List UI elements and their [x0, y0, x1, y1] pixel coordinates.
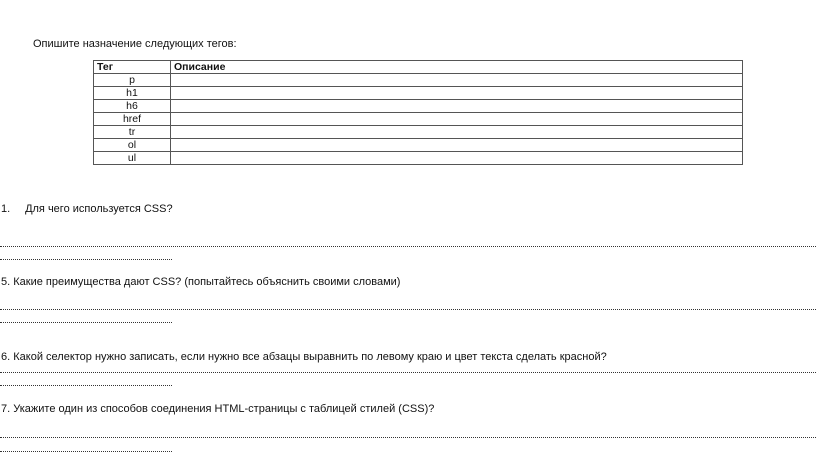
table-row: [94, 100, 743, 113]
question-1: [1, 203, 173, 215]
question-6: [1, 351, 607, 363]
table-header-row: [94, 61, 743, 74]
table-row: [94, 126, 743, 139]
description-cell[interactable]: [171, 139, 743, 152]
answer-line[interactable]: [0, 322, 172, 323]
question-7: [1, 403, 434, 415]
tag-cell: ol: [94, 139, 171, 152]
description-cell[interactable]: [171, 113, 743, 126]
tags-table: [93, 60, 743, 165]
tag-cell: p: [94, 74, 171, 87]
question-text: Укажите один из способов соединения HTML-страницы с таблицей стилей (CSS)?: [13, 403, 435, 415]
tag-cell: h6: [94, 100, 171, 113]
table-row: [94, 87, 743, 100]
tag-cell: ul: [94, 152, 171, 165]
header-description: Описание: [171, 61, 743, 74]
question-number: 7.: [1, 403, 11, 415]
tag-cell: href: [94, 113, 171, 126]
table-row: [94, 152, 743, 165]
table-row: [94, 74, 743, 87]
table-row: [94, 139, 743, 152]
answer-line[interactable]: [0, 437, 816, 438]
answer-line[interactable]: [0, 385, 172, 386]
header-tag: Тег: [94, 61, 171, 74]
answer-line[interactable]: [0, 451, 172, 452]
tag-cell: tr: [94, 126, 171, 139]
question-number: 5.: [1, 276, 11, 288]
question-text: Какой селектор нужно записать, если нужно все абзацы выравнить по левому краю и цвет текста сделать красной?: [13, 351, 607, 363]
description-cell[interactable]: [171, 87, 743, 100]
question-5: [1, 276, 400, 288]
answer-line[interactable]: [0, 246, 816, 247]
answer-line[interactable]: [0, 309, 816, 310]
question-text: Какие преимущества дают CSS? (попытайтесь объяснить своими словами): [13, 276, 401, 288]
description-cell[interactable]: [171, 126, 743, 139]
question-number: 1.: [1, 203, 11, 215]
tag-cell: h1: [94, 87, 171, 100]
description-cell[interactable]: [171, 74, 743, 87]
question-number: 6.: [1, 351, 11, 363]
description-cell[interactable]: [171, 100, 743, 113]
description-cell[interactable]: [171, 152, 743, 165]
intro-text: Опишите назначение следующих тегов:: [33, 38, 237, 50]
question-text: Для чего используется CSS?: [25, 203, 173, 215]
answer-line[interactable]: [0, 259, 172, 260]
answer-line[interactable]: [0, 372, 816, 373]
table-row: [94, 113, 743, 126]
